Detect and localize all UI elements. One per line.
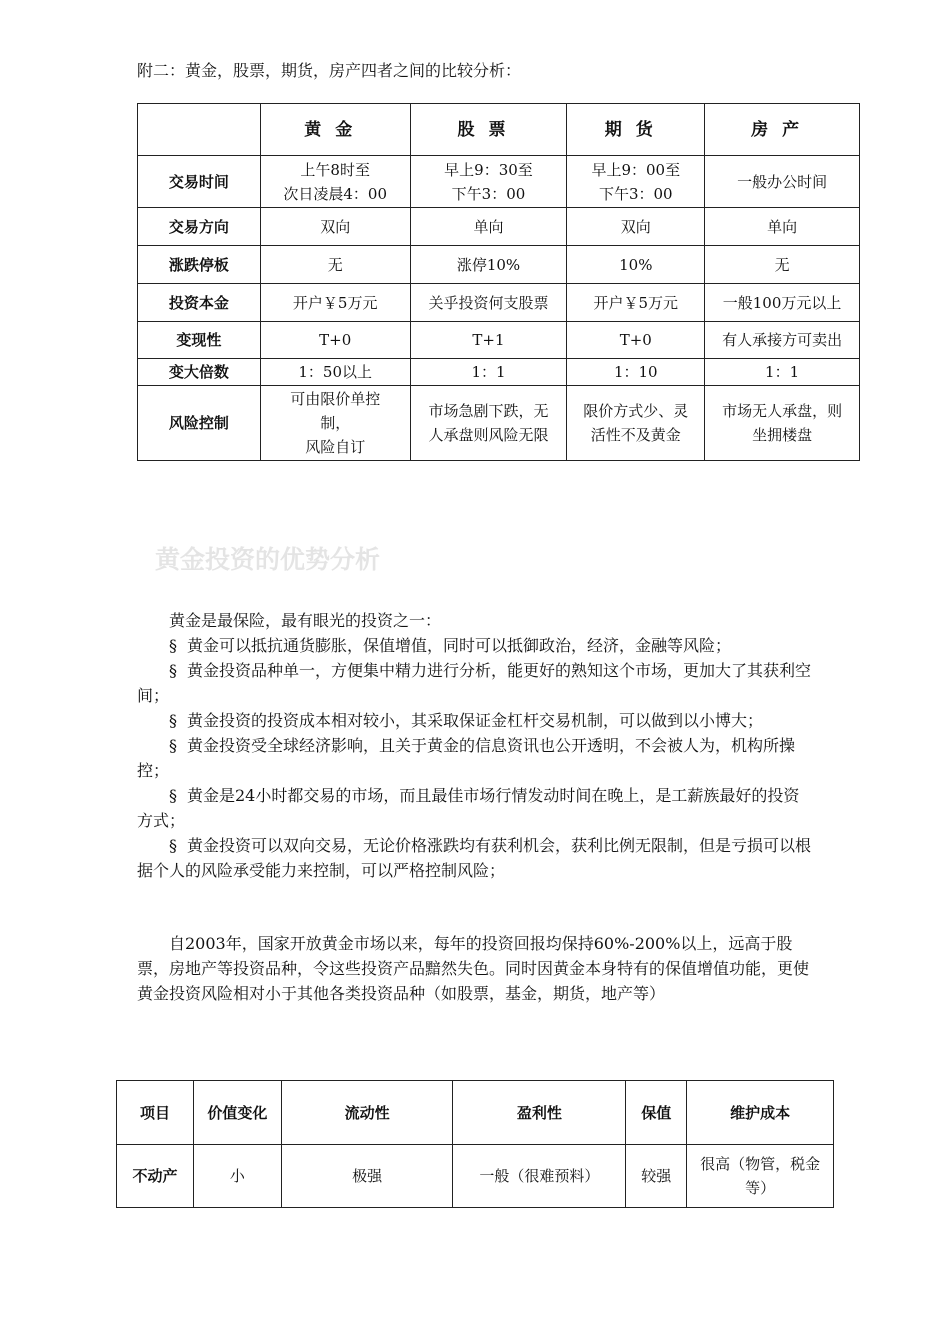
- cell-line: 开户￥5万元: [593, 293, 679, 312]
- row-label: 变现性: [138, 322, 261, 359]
- bullet-item: [137, 633, 813, 658]
- cell-stocks: [410, 386, 567, 461]
- cell-line: 坐拥楼盘: [752, 426, 813, 444]
- cell-property: [705, 284, 860, 322]
- property-column-header: 价值变化: [193, 1081, 281, 1145]
- cell-line: 双向: [620, 217, 651, 236]
- row-label: 交易时间: [138, 156, 261, 208]
- cell-stocks: [410, 156, 567, 208]
- row-capital: [138, 284, 860, 322]
- property-cell: 极强: [281, 1145, 453, 1208]
- cell-property: [705, 322, 860, 359]
- cell-line: 早上9：00至: [591, 160, 681, 179]
- cell-stocks: [410, 246, 567, 284]
- cell-line: 一般100万元以上: [722, 293, 842, 312]
- cell-line: 开户￥5万元: [292, 293, 378, 312]
- cell-futures: [567, 156, 705, 208]
- cell-gold: [260, 386, 410, 461]
- cell-line: 市场急剧下跌，无: [428, 402, 549, 420]
- cell-property: [705, 359, 860, 386]
- appendix-title: 附二：黄金，股票，期货，房产四者之间的比较分析：: [137, 61, 522, 80]
- cell-line: 双向: [320, 217, 351, 236]
- bullet-icon: §: [169, 661, 177, 680]
- row-label: 交易方向: [138, 208, 261, 246]
- bullet-item: [137, 733, 813, 783]
- cell-line: 人承盘则风险无限: [428, 426, 549, 444]
- bullet-icon: §: [169, 711, 177, 730]
- bullet-item: [137, 833, 813, 883]
- cell-line: 单向: [767, 217, 798, 236]
- cell-line: 有人承接方可卖出: [722, 331, 843, 349]
- bullet-text: 黄金投资受全球经济影响，且关于黄金的信息资讯也公开透明，不会被人为，机构所操控；: [137, 736, 796, 780]
- cell-gold: [260, 208, 410, 246]
- property-cell: 较强: [626, 1145, 687, 1208]
- cell-gold: [260, 359, 410, 386]
- cell-line: 次日凌晨4：00: [283, 184, 388, 203]
- row-leverage: [138, 359, 860, 386]
- cell-line: T+0: [319, 331, 352, 349]
- cell-line: 1：10: [613, 363, 658, 381]
- cell-gold: [260, 246, 410, 284]
- row-label: 变大倍数: [138, 359, 261, 386]
- cell-line: T+0: [619, 331, 652, 349]
- row-trading-hours: [138, 156, 860, 208]
- cell-line: 早上9：30至: [444, 160, 533, 179]
- column-header-futures: 期货: [567, 104, 705, 156]
- cell-property: [705, 246, 860, 284]
- bullet-text: 黄金可以抵抗通货膨胀，保值增值，同时可以抵御政治，经济，金融等风险；: [187, 636, 732, 655]
- cell-line: 下午3：00: [598, 184, 673, 203]
- cell-futures: [567, 208, 705, 246]
- property-column-header: 流动性: [281, 1081, 453, 1145]
- row-label: 投资本金: [138, 284, 261, 322]
- comparison-header-row: [138, 104, 860, 156]
- cell-line: 上午8时至: [300, 160, 370, 179]
- cell-futures: [567, 359, 705, 386]
- property-cell: 小: [193, 1145, 281, 1208]
- cell-property: [705, 386, 860, 461]
- row-risk-control: [138, 386, 860, 461]
- bullet-item: [137, 708, 813, 733]
- bullet-icon: §: [169, 636, 177, 655]
- cell-line: 可由限价单控: [290, 390, 381, 408]
- bullet-icon: §: [169, 736, 177, 755]
- cell-line: 关乎投资何支股票: [428, 293, 549, 312]
- property-column-header: 项目: [117, 1081, 194, 1145]
- cell-line: 1：50以上: [298, 363, 373, 381]
- cell-stocks: [410, 322, 567, 359]
- cell-stocks: [410, 284, 567, 322]
- bullet-icon: §: [169, 836, 177, 855]
- cell-stocks: [410, 359, 567, 386]
- intro-line: 黄金是最保险，最有眼光的投资之一：: [169, 611, 442, 630]
- cell-line: 无: [327, 255, 343, 274]
- cell-line: 限价方式少、灵: [583, 402, 689, 420]
- cell-line: 1：1: [471, 363, 506, 381]
- column-header-gold: 黄金: [260, 104, 410, 156]
- cell-futures: [567, 322, 705, 359]
- property-row-label: 不动产: [117, 1145, 194, 1208]
- paragraph-2003-text: 自2003年，国家开放黄金市场以来，每年的投资回报均保持60%-200%以上，远高于股票，房地产等投资品种，令这些投资产品黯然失色。同时因黄金本身特有的保值增值功能，更使黄金投资风险相对小于其他各类投资品种（如股票，基金，期货，地产等）: [137, 934, 810, 1003]
- cell-futures: [567, 246, 705, 284]
- cell-line: 下午3：00: [451, 184, 526, 203]
- property-header-row: [117, 1081, 834, 1145]
- cell-line: 1：1: [765, 363, 800, 381]
- row-trading-direction: [138, 208, 860, 246]
- cell-line: 制，: [320, 414, 351, 432]
- bullet-text: 黄金是24小时都交易的市场，而且最佳市场行情发动时间在晚上，是工薪族最好的投资方式；: [137, 786, 800, 830]
- cell-stocks: [410, 208, 567, 246]
- bullet-item: [137, 658, 813, 708]
- bullet-text: 黄金投资的投资成本相对较小，其采取保证金杠杆交易机制，可以做到以小博大；: [187, 711, 764, 730]
- row-liquidity: [138, 322, 860, 359]
- cell-line: 市场无人承盘，则: [722, 402, 843, 420]
- cell-gold: [260, 284, 410, 322]
- property-column-header: 保值: [626, 1081, 687, 1145]
- row-label: 涨跌停板: [138, 246, 261, 284]
- cell-line: 一般办公时间: [737, 172, 828, 191]
- bullet-icon: §: [169, 786, 177, 805]
- cell-property: [705, 208, 860, 246]
- property-cell: 很高（物管，税金等）: [687, 1145, 834, 1208]
- cell-property: [705, 156, 860, 208]
- advantages-text: [137, 608, 813, 883]
- section-title: 黄金投资的优势分析: [155, 545, 381, 574]
- bullet-item: [137, 783, 813, 833]
- paragraph-2003: [137, 931, 813, 1006]
- row-label: 风险控制: [138, 386, 261, 461]
- cell-gold: [260, 156, 410, 208]
- comparison-table: [137, 103, 860, 461]
- property-row: [117, 1145, 834, 1208]
- cell-line: T+1: [472, 331, 505, 349]
- cell-line: 10%: [619, 255, 653, 274]
- property-column-header: 盈利性: [453, 1081, 626, 1145]
- property-column-header: 维护成本: [687, 1081, 834, 1145]
- row-price-limit: [138, 246, 860, 284]
- property-cell: 一般（很难预料）: [453, 1145, 626, 1208]
- cell-line: 无: [774, 255, 790, 274]
- cell-line: 单向: [473, 217, 504, 236]
- cell-gold: [260, 322, 410, 359]
- cell-futures: [567, 386, 705, 461]
- property-table: [116, 1080, 834, 1208]
- cell-line: 活性不及黄金: [590, 426, 681, 444]
- column-header-stocks: 股票: [410, 104, 567, 156]
- bullet-text: 黄金投资可以双向交易，无论价格涨跌均有获利机会，获利比例无限制，但是亏损可以根据个人的风险承受能力来控制，可以严格控制风险；: [137, 836, 812, 880]
- column-header-property: 房产: [705, 104, 860, 156]
- cell-line: 风险自订: [305, 438, 366, 456]
- corner-cell: [138, 104, 261, 156]
- bullet-text: 黄金投资品种单一，方便集中精力进行分析，能更好的熟知这个市场，更加大了其获利空间；: [137, 661, 812, 705]
- cell-futures: [567, 284, 705, 322]
- cell-line: 涨停10%: [456, 255, 521, 274]
